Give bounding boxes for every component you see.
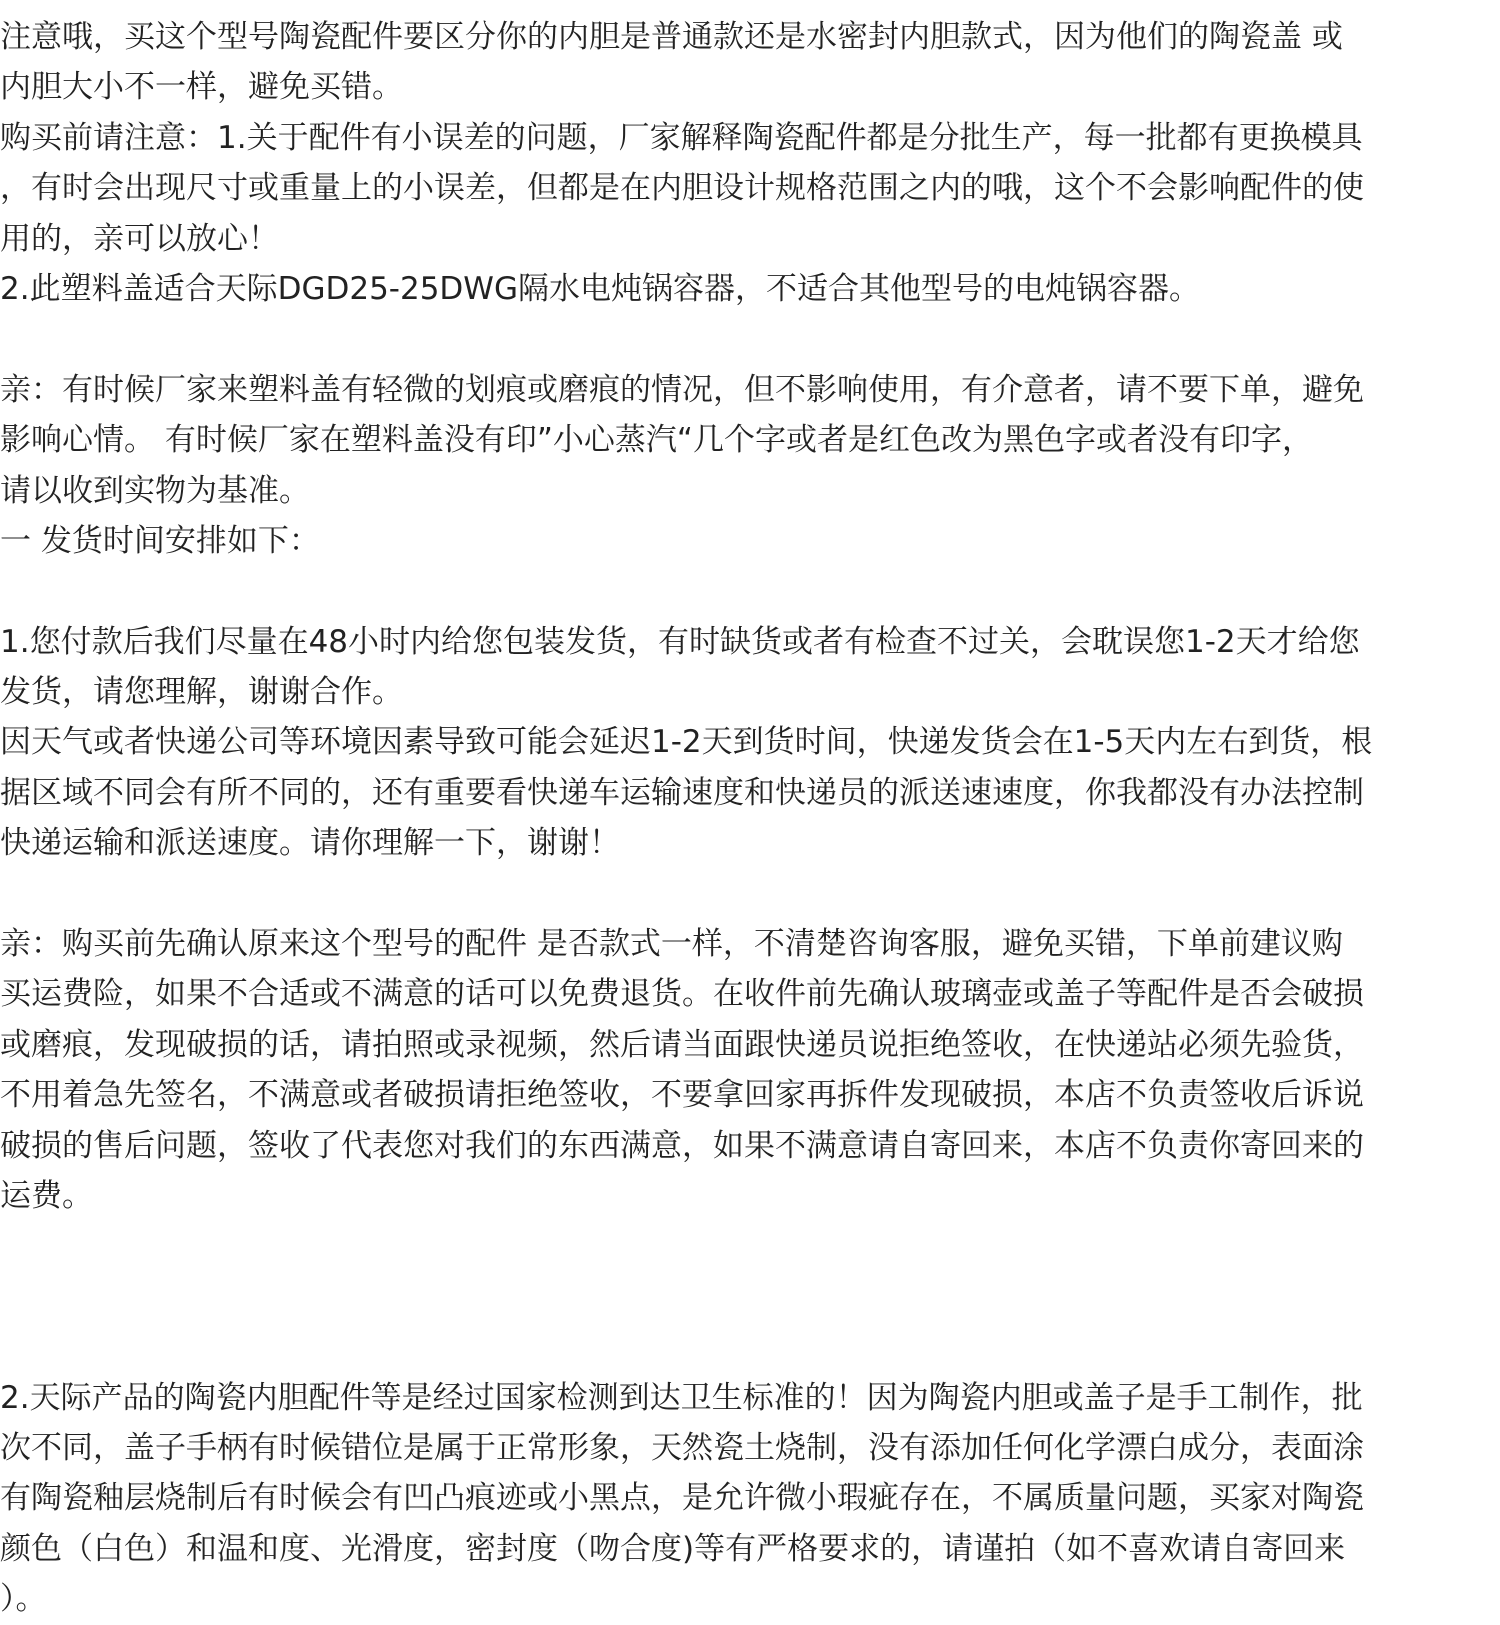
document-body	[0, 12, 1496, 1625]
blank-line	[0, 1221, 1496, 1271]
text-line: 亲：有时候厂家来塑料盖有轻微的划痕或磨痕的情况，但不影响使用，有介意者，请不要下单，避免	[0, 371, 1364, 408]
text-line: 发货，请您理解，谢谢合作。	[0, 674, 403, 711]
text-line: 注意哦，买这个型号陶瓷配件要区分你的内胆是普通款还是水密封内胆款式，因为他们的陶瓷盖 或	[0, 19, 1343, 55]
text-line: 颜色（白色）和温和度、光滑度，密封度（吻合度)等有严格要求的，请谨拍（如不喜欢请自寄回来	[0, 1530, 1346, 1567]
text-line: ，有时会出现尺寸或重量上的小误差，但都是在内胆设计规格范围之内的哦，这个不会影响配件的使	[0, 170, 1364, 207]
text-line: 快递运输和派送速度。请你理解一下，谢谢！	[0, 825, 620, 862]
text-line: 请以收到实物为基准。	[0, 472, 310, 509]
blank-line	[0, 566, 1496, 616]
text-line: 内胆大小不一样，避免买错。	[0, 69, 403, 106]
text-line: 据区域不同会有所不同的，还有重要看快递车运输速度和快递员的派送速速度，你我都没有办法控制	[0, 774, 1364, 811]
text-line: 一 发货时间安排如下：	[0, 522, 320, 559]
blank-line	[0, 1272, 1496, 1322]
text-line: 有陶瓷釉层烧制后有时候会有凹凸痕迹或小黑点，是允许微小瑕疵存在，不属质量问题，买家对陶瓷	[0, 1480, 1364, 1517]
text-line: 1.您付款后我们尽量在48小时内给您包装发货，有时缺货或者有检查不过关，会耽误您1-2天才给您	[0, 623, 1360, 660]
text-line: 影响心情。 有时候厂家在塑料盖没有印”小心蒸汽“几个字或者是红色改为黑色字或者没有印字，	[0, 422, 1313, 459]
text-line: 次不同，盖子手柄有时候错位是属于正常形象，天然瓷土烧制，没有添加任何化学漂白成分，表面涂	[0, 1429, 1364, 1466]
text-line: 2.天际产品的陶瓷内胆配件等是经过国家检测到达卫生标准的！因为陶瓷内胆或盖子是手工制作，批	[0, 1379, 1363, 1416]
text-line: 运费。	[0, 1177, 93, 1214]
text-line: 亲：购买前先确认原来这个型号的配件 是否款式一样，不清楚咨询客服，避免买错，下单前建议购	[0, 926, 1343, 963]
text-line: ）。	[0, 1581, 47, 1618]
text-line: 购买前请注意：1.关于配件有小误差的问题，厂家解释陶瓷配件都是分批生产，每一批都有更换模具	[0, 119, 1363, 156]
text-line: 不用着急先签名，不满意或者破损请拒绝签收，不要拿回家再拆件发现破损，本店不负责签收后诉说	[0, 1077, 1364, 1114]
text-line: 破损的售后问题，签收了代表您对我们的东西满意，如果不满意请自寄回来，本店不负责你寄回来的	[0, 1127, 1364, 1164]
text-line: 买运费险，如果不合适或不满意的话可以免费退货。在收件前先确认玻璃壶或盖子等配件是否会破损	[0, 976, 1364, 1013]
blank-line	[0, 1322, 1496, 1372]
text-line: 或磨痕，发现破损的话，请拍照或录视频，然后请当面跟快递员说拒绝签收，在快递站必须先验货，	[0, 1026, 1364, 1063]
text-line: 2.此塑料盖适合天际DGD25-25DWG隔水电炖锅容器，不适合其他型号的电炖锅容器。	[0, 270, 1200, 307]
blank-line	[0, 314, 1496, 364]
text-line: 用的，亲可以放心！	[0, 220, 279, 257]
text-line: 因天气或者快递公司等环境因素导致可能会延迟1-2天到货时间，快递发货会在1-5天内左右到货，根	[0, 724, 1373, 761]
blank-line	[0, 869, 1496, 919]
